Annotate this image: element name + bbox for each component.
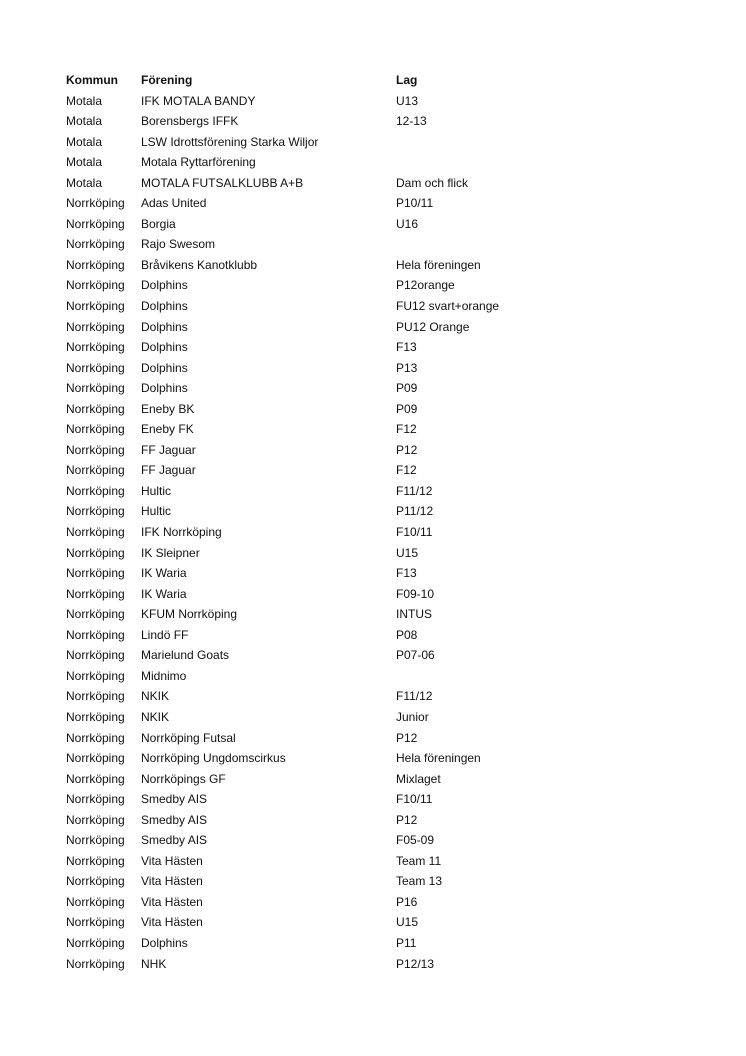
- cell-forening: Dolphins: [141, 299, 188, 314]
- cell-lag: Team 13: [396, 874, 443, 889]
- cell-forening: Rajo Swesom: [141, 237, 216, 252]
- cell-kommun: Norrköping: [66, 299, 125, 314]
- cell-lag: P12: [396, 442, 418, 457]
- cell-forening: IFK MOTALA BANDY: [141, 93, 256, 108]
- cell-forening: FF Jaguar: [141, 442, 196, 457]
- cell-forening: MOTALA FUTSALKLUBB A+B: [141, 175, 304, 190]
- cell-forening: Dolphins: [141, 381, 188, 396]
- cell-lag: P11/12: [396, 504, 434, 519]
- cell-lag: F11/12: [396, 483, 433, 498]
- cell-forening: Borgia: [141, 216, 176, 231]
- cell-kommun: Norrköping: [66, 607, 125, 622]
- cell-kommun: Norrköping: [66, 278, 125, 293]
- cell-kommun: Norrköping: [66, 525, 125, 540]
- cell-lag: P07-06: [396, 648, 435, 663]
- cell-forening: Vita Hästen: [141, 894, 203, 909]
- cell-lag: U15: [396, 915, 419, 930]
- cell-kommun: Norrköping: [66, 956, 125, 971]
- cell-lag: U15: [396, 545, 419, 560]
- cell-forening: Norrköping Futsal: [141, 730, 236, 745]
- cell-kommun: Norrköping: [66, 196, 125, 211]
- cell-kommun: Motala: [66, 114, 103, 129]
- cell-lag: F12: [396, 422, 417, 437]
- cell-forening: Bråvikens Kanotklubb: [141, 257, 258, 272]
- cell-lag: F12: [396, 463, 417, 478]
- cell-kommun: Norrköping: [66, 360, 125, 375]
- cell-forening: Hultic: [141, 483, 172, 498]
- cell-forening: Vita Hästen: [141, 874, 203, 889]
- cell-forening: Adas United: [141, 196, 207, 211]
- cell-lag: P16: [396, 894, 418, 909]
- cell-lag: F10/11: [396, 792, 433, 807]
- cell-lag: P11: [396, 935, 417, 950]
- cell-kommun: Norrköping: [66, 463, 125, 478]
- cell-kommun: Norrköping: [66, 935, 125, 950]
- cell-kommun: Norrköping: [66, 483, 125, 498]
- cell-kommun: Motala: [66, 93, 103, 108]
- cell-kommun: Norrköping: [66, 237, 125, 252]
- cell-kommun: Norrköping: [66, 853, 125, 868]
- cell-lag: U13: [396, 93, 419, 108]
- cell-forening: Dolphins: [141, 319, 188, 334]
- cell-kommun: Norrköping: [66, 771, 125, 786]
- cell-kommun: Norrköping: [66, 730, 125, 745]
- cell-kommun: Norrköping: [66, 442, 125, 457]
- cell-kommun: Norrköping: [66, 812, 125, 827]
- cell-forening: IK Waria: [141, 566, 187, 581]
- cell-kommun: Motala: [66, 134, 103, 149]
- cell-forening: Hultic: [141, 504, 172, 519]
- cell-lag: 12-13: [396, 114, 427, 129]
- cell-lag: P09: [396, 401, 418, 416]
- cell-kommun: Norrköping: [66, 216, 125, 231]
- cell-kommun: Norrköping: [66, 257, 125, 272]
- cell-kommun: Norrköping: [66, 689, 125, 704]
- cell-lag: P12/13: [396, 956, 435, 971]
- cell-forening: IK Waria: [141, 586, 187, 601]
- cell-lag: P12: [396, 812, 418, 827]
- cell-forening: LSW Idrottsförening Starka Wiljor: [141, 134, 319, 149]
- cell-forening: Smedby AIS: [141, 812, 208, 827]
- cell-kommun: Norrköping: [66, 648, 125, 663]
- cell-kommun: Norrköping: [66, 894, 125, 909]
- cell-forening: FF Jaguar: [141, 463, 196, 478]
- cell-forening: Eneby BK: [141, 401, 195, 416]
- cell-kommun: Norrköping: [66, 340, 125, 355]
- cell-lag: F05-09: [396, 833, 435, 848]
- cell-lag: Junior: [396, 709, 429, 724]
- header-forening: Förening: [141, 73, 193, 87]
- cell-lag: P12orange: [396, 278, 455, 293]
- cell-forening: Smedby AIS: [141, 833, 208, 848]
- cell-kommun: Norrköping: [66, 874, 125, 889]
- cell-lag: F13: [396, 566, 417, 581]
- cell-lag: P10/11: [396, 196, 434, 211]
- cell-lag: FU12 svart+orange: [396, 299, 500, 314]
- cell-kommun: Motala: [66, 175, 103, 190]
- cell-kommun: Norrköping: [66, 504, 125, 519]
- header-kommun: Kommun: [66, 73, 118, 87]
- cell-lag: F13: [396, 340, 417, 355]
- cell-kommun: Norrköping: [66, 319, 125, 334]
- cell-forening: NHK: [141, 956, 167, 971]
- cell-lag: Hela föreningen: [396, 257, 481, 272]
- cell-forening: NKIK: [141, 689, 170, 704]
- cell-forening: Marielund Goats: [141, 648, 230, 663]
- cell-forening: IFK Norrköping: [141, 525, 222, 540]
- cell-kommun: Norrköping: [66, 422, 125, 437]
- cell-forening: NKIK: [141, 709, 170, 724]
- cell-lag: PU12 Orange: [396, 319, 470, 334]
- cell-forening: Borensbergs IFFK: [141, 114, 239, 129]
- cell-forening: Motala Ryttarförening: [141, 155, 256, 170]
- cell-kommun: Norrköping: [66, 627, 125, 642]
- cell-forening: Eneby FK: [141, 422, 194, 437]
- cell-lag: Team 11: [396, 853, 442, 868]
- cell-kommun: Norrköping: [66, 709, 125, 724]
- cell-kommun: Norrköping: [66, 668, 125, 683]
- cell-kommun: Norrköping: [66, 586, 125, 601]
- cell-lag: P13: [396, 360, 418, 375]
- cell-forening: Midnimo: [141, 668, 187, 683]
- header-lag: Lag: [396, 73, 418, 87]
- cell-lag: P08: [396, 627, 418, 642]
- cell-lag: Hela föreningen: [396, 751, 481, 766]
- cell-forening: Vita Hästen: [141, 915, 203, 930]
- cell-forening: Norrköpings GF: [141, 771, 226, 786]
- cell-lag: Dam och flick: [396, 175, 469, 190]
- cell-kommun: Norrköping: [66, 545, 125, 560]
- cell-lag: U16: [396, 216, 419, 231]
- cell-kommun: Norrköping: [66, 751, 125, 766]
- cell-lag: P12: [396, 730, 418, 745]
- cell-forening: Norrköping Ungdomscirkus: [141, 751, 286, 766]
- cell-lag: F11/12: [396, 689, 433, 704]
- cell-forening: Smedby AIS: [141, 792, 208, 807]
- cell-lag: P09: [396, 381, 418, 396]
- cell-forening: Lindö FF: [141, 627, 189, 642]
- cell-forening: Dolphins: [141, 278, 188, 293]
- cell-forening: KFUM Norrköping: [141, 607, 238, 622]
- cell-forening: Dolphins: [141, 340, 188, 355]
- cell-lag: Mixlaget: [396, 771, 441, 786]
- cell-kommun: Norrköping: [66, 381, 125, 396]
- cell-kommun: Norrköping: [66, 401, 125, 416]
- cell-kommun: Norrköping: [66, 833, 125, 848]
- cell-kommun: Motala: [66, 155, 103, 170]
- cell-forening: IK Sleipner: [141, 545, 200, 560]
- cell-kommun: Norrköping: [66, 566, 125, 581]
- cell-kommun: Norrköping: [66, 792, 125, 807]
- cell-forening: Dolphins: [141, 360, 188, 375]
- cell-lag: INTUS: [396, 607, 432, 622]
- cell-lag: F09-10: [396, 586, 435, 601]
- cell-forening: Vita Hästen: [141, 853, 203, 868]
- cell-kommun: Norrköping: [66, 915, 125, 930]
- cell-lag: F10/11: [396, 525, 433, 540]
- cell-forening: Dolphins: [141, 935, 188, 950]
